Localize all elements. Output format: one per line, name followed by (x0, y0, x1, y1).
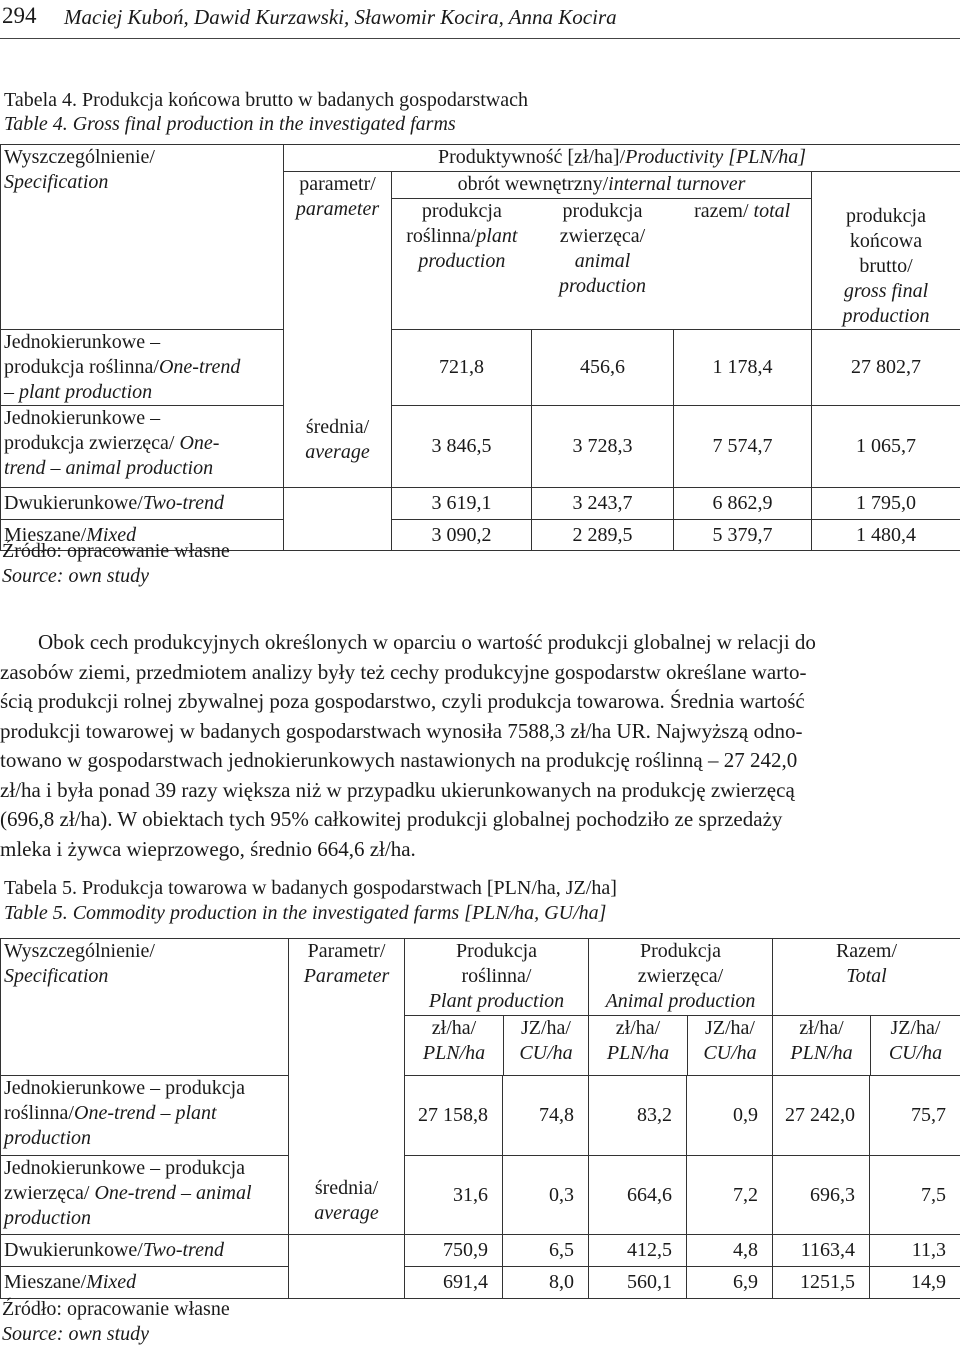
row-label-line: One-trend – animal (94, 1182, 252, 1204)
table-cell: 83,2 (589, 1076, 687, 1156)
param-label-pl: Parametr/ (307, 940, 386, 962)
table4-source-pl: Źródło: opracowanie własne (2, 540, 230, 562)
animal-unit-headers (589, 1016, 772, 1075)
table-cell: 27 242,0 (773, 1076, 870, 1156)
unit-label: PLN/ha (790, 1042, 853, 1064)
gross-en2: production (842, 305, 930, 327)
table-cell: 3 728,3 (532, 406, 674, 488)
total-en: Total (846, 965, 887, 987)
table4 (0, 144, 960, 551)
total-group (773, 939, 960, 1076)
row-label-line: One- (179, 432, 220, 454)
table-cell: 6,9 (687, 1267, 773, 1299)
row-label-line: Two-trend (142, 492, 224, 514)
total-unit-headers (773, 1016, 960, 1075)
internal-subheaders (392, 199, 811, 299)
table-cell: 3 619,1 (392, 488, 532, 520)
productivity-en: Productivity [PLN/ha] (625, 146, 807, 168)
row-label-line: One-trend (158, 356, 241, 378)
row-label-line: Dwukierunkowe/ (4, 492, 143, 514)
unit-label: zł/ha/ (431, 1017, 477, 1039)
avg-param-cell (284, 330, 392, 488)
animal-en2: production (558, 275, 647, 297)
table-cell: 2 289,5 (532, 520, 674, 551)
internal-turnover-group (392, 172, 812, 330)
table4-spec-header (1, 145, 284, 330)
paragraph-line: produkcji towarowej w badanych gospodarstwach wynosiła 7588,3 zł/ha UR. Najwyższą odno- (0, 718, 803, 743)
animal-pl1: produkcja (562, 200, 643, 222)
row-label-line: Mieszane/ (4, 1271, 87, 1293)
table5-source-en: Source: own study (2, 1323, 150, 1345)
table-row (1, 1235, 960, 1267)
running-header (0, 0, 960, 39)
animal-en: Animal production (605, 990, 756, 1012)
table-cell: 75,7 (870, 1076, 960, 1156)
table-cell: 6 862,9 (674, 488, 812, 520)
unit-header (504, 1016, 588, 1075)
avg-label-en: average (305, 440, 370, 463)
animal-pl2: zwierzęca/ (559, 225, 646, 247)
plant-production-header (405, 939, 588, 1016)
table-cell: 1163,4 (773, 1235, 870, 1267)
table-cell: 4,8 (687, 1235, 773, 1267)
param-label-pl: parametr/ (299, 173, 376, 195)
table-cell: 721,8 (392, 330, 532, 406)
row-label (1, 1156, 289, 1235)
table-cell (289, 1235, 405, 1267)
authors-line: Maciej Kuboń, Dawid Kurzawski, Sławomir Kocira, Anna Kocira (64, 5, 617, 29)
paragraph-line: zł/ha i była ponad 39 razy większa niż w przypadku ukierunkowanych na produkcję zwierzęcą (0, 777, 795, 802)
animal-en1: animal (574, 250, 631, 272)
gross-pl2: końcowa (849, 230, 923, 252)
table-cell (284, 520, 392, 551)
total-header (673, 199, 811, 299)
row-label-line: Mieszane/ (4, 523, 87, 546)
row-label-line: zwierzęca/ (4, 1182, 95, 1204)
unit-label: zł/ha/ (615, 1017, 661, 1039)
row-label-line: production (4, 1127, 92, 1149)
table-cell: 14,9 (870, 1267, 960, 1299)
table-cell: 691,4 (405, 1267, 503, 1299)
paragraph-line: mleka i żywca wieprzowego, średnio 664,6 zł/ha. (0, 836, 416, 861)
table-row (1, 1267, 960, 1299)
plant-production-group (405, 939, 589, 1076)
total-pl: razem/ (694, 200, 754, 222)
unit-header (773, 1016, 871, 1075)
avg-param-cell (289, 1076, 405, 1235)
internal-pl: obrót wewnętrzny/ (457, 173, 609, 195)
param-header (284, 172, 392, 330)
table-cell: 11,3 (870, 1235, 960, 1267)
spec-label-en: Specification (4, 171, 109, 193)
row-label-line: produkcja zwierzęca/ (4, 432, 180, 454)
row-label-line: – plant production (4, 381, 153, 403)
spec-label-en: Specification (4, 965, 109, 987)
gross-pl3: brutto/ (859, 255, 913, 277)
plant-en1: plant (476, 225, 518, 247)
plant-en2: production (418, 250, 506, 272)
table-cell: 31,6 (405, 1156, 503, 1235)
unit-label: JZ/ha/ (521, 1017, 571, 1039)
table-cell: 1 065,7 (812, 406, 960, 488)
table-cell: 74,8 (503, 1076, 589, 1156)
row-label-line: Jednokierunkowe – produkcja (4, 1077, 246, 1099)
paragraph-line: towano w gospodarstwach jednokierunkowych nastawionych na produkcję roślinną – 27 242,0 (0, 748, 798, 772)
plant-pl1: Produkcja (455, 940, 538, 962)
animal-production-header (589, 939, 772, 1016)
animal-pl1: Produkcja (639, 940, 722, 962)
row-label-line: roślinna/ (4, 1102, 74, 1124)
avg-label-en: average (314, 1201, 379, 1224)
table-cell: 0,3 (503, 1156, 589, 1235)
unit-header (688, 1016, 772, 1075)
total-en: total (753, 200, 791, 222)
unit-label: zł/ha/ (799, 1017, 844, 1039)
table4-caption-en: Table 4. Gross final production in the investigated farms (4, 113, 456, 135)
table-cell: 1 178,4 (674, 330, 812, 406)
param-header (289, 939, 405, 1076)
table-cell: 3 846,5 (392, 406, 532, 488)
row-label-line: One-trend – plant (74, 1102, 217, 1124)
table-cell: 664,6 (589, 1156, 687, 1235)
unit-label: PLN/ha (422, 1042, 486, 1064)
paragraph-line: zasobów ziemi, przedmiotem analizy były też cechy produkcyjne gospodarstw określane warto- (0, 659, 807, 684)
table-cell: 8,0 (503, 1267, 589, 1299)
animal-pl2: zwierzęca/ (637, 965, 724, 987)
table-cell: 7,5 (870, 1156, 960, 1235)
table-cell: 412,5 (589, 1235, 687, 1267)
table-cell: 7 574,7 (674, 406, 812, 488)
unit-label: CU/ha (888, 1042, 943, 1064)
table-row (1, 1076, 960, 1156)
table5-caption-pl: Tabela 5. Produkcja towarowa w badanych gospodarstwach [PLN/ha, JZ/ha] (4, 877, 617, 899)
plant-en: Plant production (428, 990, 565, 1012)
table-row (1, 1156, 960, 1235)
unit-label: CU/ha (703, 1042, 757, 1064)
table5-caption-en: Table 5. Commodity production in the investigated farms [PLN/ha, GU/ha] (4, 902, 607, 924)
table-cell (289, 1267, 405, 1299)
unit-label: CU/ha (519, 1042, 573, 1064)
param-label-en: Parameter (303, 965, 390, 987)
row-label-line: trend – animal production (4, 457, 214, 479)
unit-header (405, 1016, 504, 1075)
row-label-line: Two-trend (142, 1239, 224, 1261)
spec-label-pl: Wyszczególnienie/ (4, 940, 155, 962)
table-cell: 1251,5 (773, 1267, 870, 1299)
spec-label-pl: Wyszczególnienie/ (4, 146, 155, 168)
internal-turnover-header (392, 172, 811, 199)
paragraph-line: Obok cech produkcyjnych określonych w oparciu o wartość produkcji globalnej w relacji do (38, 630, 816, 654)
total-pl: Razem/ (835, 940, 898, 962)
row-label (1, 1235, 289, 1267)
plant-unit-headers (405, 1016, 588, 1075)
table5-source-pl: Źródło: opracowanie własne (2, 1298, 230, 1320)
table-cell: 456,6 (532, 330, 674, 406)
table-cell: 3 090,2 (392, 520, 532, 551)
row-label-line: Mixed (86, 523, 137, 546)
table-cell: 1 795,0 (812, 488, 960, 520)
row-label (1, 330, 284, 406)
table4-caption-pl: Tabela 4. Produkcja końcowa brutto w badanych gospodarstwach (4, 89, 529, 111)
table5 (0, 938, 960, 1299)
table-cell: 5 379,7 (674, 520, 812, 551)
gross-en1: gross final (843, 280, 929, 302)
page-number: 294 (2, 3, 37, 28)
unit-label: JZ/ha/ (890, 1017, 941, 1039)
gross-pl1: produkcja (846, 205, 926, 227)
table4-source-en: Source: own study (2, 565, 150, 587)
table-cell (284, 488, 392, 520)
row-label-line: Mixed (86, 1271, 137, 1293)
total-header (773, 939, 960, 1016)
unit-label: PLN/ha (606, 1042, 670, 1064)
row-label (1, 406, 284, 488)
avg-label-pl: średnia/ (305, 415, 370, 438)
table5-spec-header (1, 939, 289, 1076)
avg-label-pl: średnia/ (314, 1176, 379, 1199)
table-cell: 560,1 (589, 1267, 687, 1299)
row-label-line: Jednokierunkowe – (4, 331, 161, 353)
row-label (1, 1076, 289, 1156)
row-label (1, 1267, 289, 1299)
table-row (1, 406, 960, 488)
row-label-line: Jednokierunkowe – produkcja (4, 1157, 246, 1179)
table-cell: 750,9 (405, 1235, 503, 1267)
row-label-line: Dwukierunkowe/ (4, 1239, 143, 1261)
table-cell: 696,3 (773, 1156, 870, 1235)
table-row (1, 330, 960, 406)
plant-pl2: roślinna/ (406, 225, 477, 247)
internal-en: internal turnover (608, 173, 746, 195)
table-cell: 27 802,7 (812, 330, 960, 406)
table-cell: 3 243,7 (532, 488, 674, 520)
unit-header (589, 1016, 688, 1075)
plant-production-header (392, 199, 532, 299)
unit-header (871, 1016, 960, 1075)
body-paragraph (0, 628, 956, 864)
table-row (1, 488, 960, 520)
animal-production-header (532, 199, 674, 299)
row-label-line: produkcja roślinna/ (4, 356, 159, 378)
gross-final-header (812, 172, 960, 330)
table-cell: 0,9 (687, 1076, 773, 1156)
plant-pl2: roślinna/ (461, 965, 532, 987)
table-cell: 6,5 (503, 1235, 589, 1267)
plant-pl1: produkcja (421, 200, 502, 222)
table-cell: 1 480,4 (812, 520, 960, 551)
productivity-pl: Produktywność [zł/ha]/ (437, 146, 626, 168)
productivity-header (284, 145, 960, 172)
row-label-line: production (4, 1207, 92, 1229)
animal-production-group (589, 939, 773, 1076)
row-label-line: Jednokierunkowe – (4, 407, 161, 429)
table-cell: 7,2 (687, 1156, 773, 1235)
unit-label: JZ/ha/ (705, 1017, 755, 1039)
param-label-en: parameter (295, 198, 380, 220)
row-label (1, 488, 284, 520)
table-cell: 27 158,8 (405, 1076, 503, 1156)
paragraph-line: ścią produkcji rolnej zbywalnej poza gospodarstwo, czyli produkcja towarowa. Średnia wartość (0, 689, 805, 713)
paragraph-line: (696,8 zł/ha). W obiektach tych 95% całkowitej produkcji globalnej pochodziło ze sprzedaży (0, 807, 783, 831)
